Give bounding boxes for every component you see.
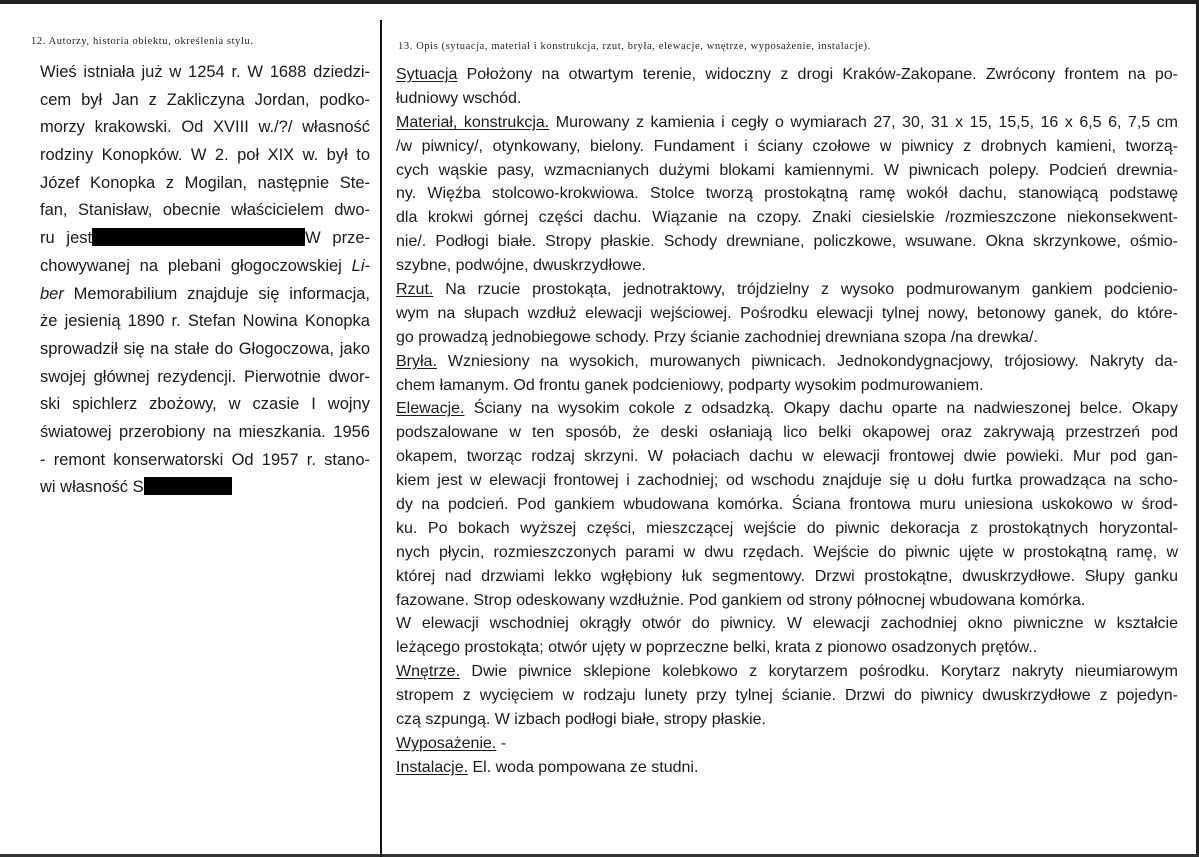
history-line: - remont konserwatorski Od 1957 r. stano- [40,450,370,469]
history-line: ber Memorabilium znajduje się informacja, [40,284,370,303]
heading-wnetrze: Wnętrze. [396,663,461,681]
description-line: łudniowy wschód. [396,89,522,107]
history-text: chowywanej na plebani głogoczowskiej Li- [40,256,370,275]
heading-sytuacja: Sytuacja [396,66,458,83]
description-column [396,63,1178,780]
description-text: Dwie piwnice sklepione kolebkowo z korytarzem pośrodku. Korytarz nakryty nieumiarowym [460,663,1178,681]
description-line: cych wąskie pasy, wzmacnianych dużymi blokami kamiennymi. W piwnicach polepy. Podcień drewnia- [396,161,1178,179]
redaction-block [144,477,232,495]
description-line [396,63,1178,87]
heading-bryla: Bryła. [396,352,437,370]
description-line: W elewacji wschodniej okrągły otwór do piwnicy. W elewacji zachodniej okno piwniczne w kształcie [396,615,1178,633]
history-line [40,253,370,281]
history-line [40,225,370,253]
history-column [40,59,370,502]
description-line [396,756,1178,780]
description-text: Na rzucie prostokąta, jednotraktowy, trójdzielny z wysoko podmurowanym gankiem podcienio- [433,281,1178,299]
history-text: ru jest [40,229,93,248]
redaction-block [92,228,305,246]
description-line [396,660,1178,684]
description-line: nie/. Podłogi białe. Stropy płaskie. Schody drewniane, policzkowe, wsuwane. Okna skrzynkowe, ośmio- [396,233,1178,251]
description-text: El. woda pompowana ze studni. [468,758,699,776]
history-text-fragment: S [132,478,144,497]
description-line: dla krokwi górnej części dachu. Wiązanie na czopy. Znaki ciesielskie /rozmieszczone niekonsekwent- [396,209,1178,227]
description-line: kiem jest w elewacji frontowej i zachodniej; od wschodu znajduje się u dołu furtka prowadząca na scho- [396,472,1178,490]
history-line [40,474,370,502]
italic-text: Li- [351,256,370,275]
history-line: sprowadził się na stałe do Głogoczowa, jako [40,339,370,358]
history-line: Józef Konopka z Mogilan, następnie Ste- [40,173,370,192]
description-text: Położony na otwartym terenie, widoczny z drogi Kraków-Zakopane. Zwrócony frontem na po- [457,66,1178,83]
description-text: Murowany z kamienia i cegły o wymiarach 27, 30, 31 x 15, 15,5, 16 x 6,5 6, 7,5 cm [549,113,1179,131]
history-line: światowej przerobiony na mieszkania. 1956 [40,422,370,441]
history-line: morzy krakowski. Od XVIII w./?/ własność [40,118,370,137]
history-line: swojej głównej rezydencji. Pierwotnie dwor- [40,367,370,386]
history-text: wi własność [40,478,129,497]
scan-edge-top [0,0,1199,4]
heading-rzut: Rzut. [396,281,434,299]
history-line: rodziny Konopków. W 2. poł XIX w. był to [40,146,370,165]
description-line [396,397,1178,421]
description-line [396,732,1178,756]
description-line [396,278,1178,302]
italic-text: ber [40,284,64,303]
section-12-header: 12. Autorzy, historia obiektu, określenia stylu. [31,36,254,47]
section-13-header: 13. Opis (sytuacja, materiał i konstrukcja, rzut, bryła, elewacje, wnętrze, wyposażenie, instalacje). [398,41,871,52]
history-line: ski spichlerz zbożowy, w czasie I wojny [40,395,370,414]
history-line: Wieś istniała już w 1254 r. W 1688 dziedzi- [40,63,370,81]
description-line: dy na podcień. Pod gankiem wbudowana komórka. Ściana frontowa muru uniesiona uskokowo w środ- [396,496,1178,514]
description-line: chem łamanym. Od frontu ganek podcieniowy, podparty wysokim podmurowaniem. [396,376,984,394]
description-line [396,111,1178,135]
description-line: okapem, tworząc rodzaj skrzyni. W połaciach dachu w elewacji frontowej dwie powieki. Mur pod gan- [396,448,1178,466]
description-line: szybne, podwójne, dwuskrzydłowe. [396,257,646,275]
heading-wyposazenie: Wyposażenie. [396,734,497,752]
description-line: ny. Więźba stolcowo-krokwiowa. Stolce tworzą prostokątną ramę wokół dachu, stanowiącą podstawę [396,185,1178,203]
description-line: nych płycin, rozmieszczonych parami w dwu rzędach. Wejście do piwnic ujęte w prostokątną ramę, w [396,543,1178,561]
description-line: /w piwnicy/, otynkowany, bielony. Fundament i ściany czołowe w piwnicy z drobnych kamieni, tworzą- [396,137,1178,155]
description-text: Ściany na wysokim cokole z odsadzką. Okapy dachu oparte na nadwieszonej belce. Okapy [464,400,1178,418]
history-line: cem był Jan z Zakliczyna Jordan, podko- [40,90,370,109]
heading-material: Materiał, konstrukcja. [396,113,550,131]
description-line: której nad drzwiami lekko wgłębiony łuk segmentowy. Drzwi prostokątne, dwuskrzydłowe. Słupy ganku [396,567,1178,585]
description-line: stropem z wycięciem w rodzaju lunety przy tylnej ścianie. Drzwi do piwnicy dwuskrzydłowe z pojedyn- [396,687,1178,705]
history-line: że jesienią 1890 r. Stefan Nowina Konopka [40,312,370,331]
description-line [396,350,1178,374]
description-text: Wzniesiony na wysokich, murowanych piwnicach. Jednokondygnacjowy, trójosiowy. Nakryty da- [436,352,1178,370]
description-line: go prowadzą jednobiegowe schody. Przy ścianie zachodniej drewniana szopa /na drewka/. [396,328,1038,346]
description-line: czą szpungą. W izbach podłogi białe, stropy płaskie. [396,711,766,729]
column-divider [380,20,382,857]
history-text: W prze- [305,229,370,248]
description-line: leżącego prostokąta; otwór ujęty w poprzeczne belki, krata z pionowo osadzonych prętów.. [396,639,1038,657]
description-line: fazowane. Strop odeskowany wzdłużnie. Pod gankiem od strony północnej wbudowana komórka. [396,591,1086,609]
description-line: ku. Po bokach wyższej części, mieszczącej wejście do piwnic dekoracja z prostokątnych horyzontal- [396,519,1178,537]
history-line: fan, Stanisław, obecnie właścicielem dwo- [40,201,370,220]
heading-instalacje: Instalacje. [396,758,469,776]
description-line: wym na słupach wzdłuż elewacji wejściowej. Pośrodku elewacji tylnej nowy, betonowy ganek, do które- [396,304,1178,322]
heading-elewacje: Elewacje. [396,400,465,418]
description-line: podszalowane w ten sposób, że deski osłaniają lico belki okapowej oraz zakrywają przestrzeń pod [396,424,1178,442]
description-text: - [496,734,507,752]
